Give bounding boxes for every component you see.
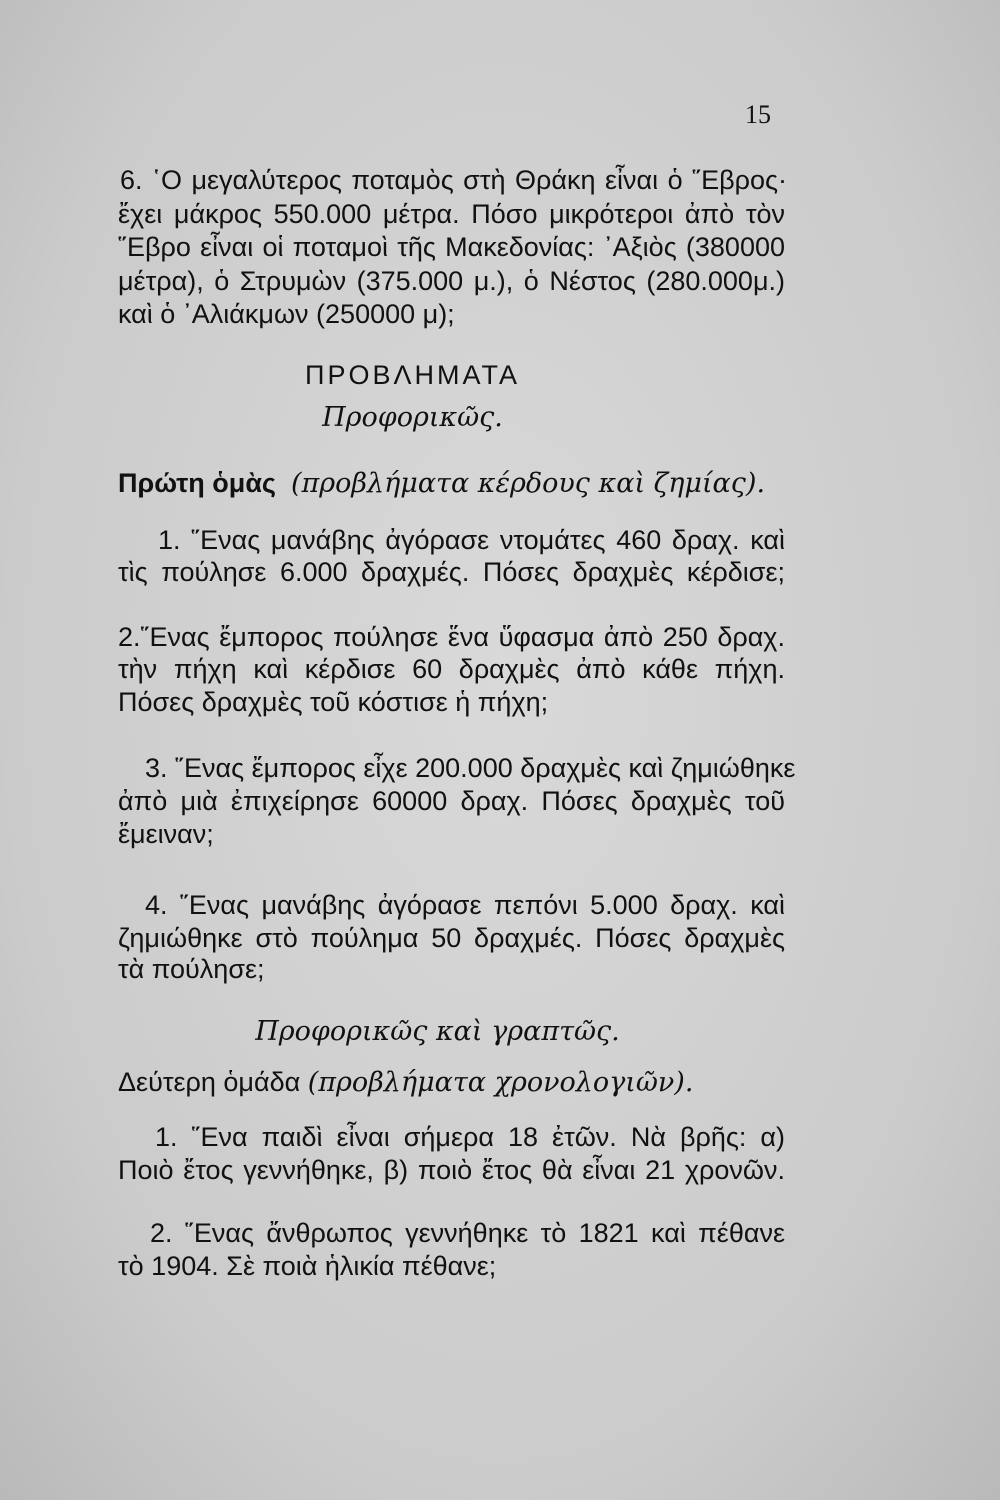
text-line: ἀπὸ μιὰ ἐπιχείρησε 60000 δραχ. Πόσες δραχμὲς τοῦ [118,786,785,816]
text-line: 2. ῞Ενας ἄνθρωπος γεννήθηκε τὸ 1821 καὶ πέθανε [150,1218,785,1248]
group-2-heading [118,1065,785,1099]
text-line: Πόσες δραχμὲς τοῦ κόστισε ἡ πήχη; [118,687,549,717]
text-line: 4. ῞Ενας μανάβης ἀγόρασε πεπόνι 5.000 δραχ. καὶ [145,890,785,920]
text-line: ἔμειναν; [118,819,214,849]
text-line: Ποιὸ ἔτος γεννήθηκε, β) ποιὸ ἔτος θὰ εἶναι 21 χρονῶν. [118,1155,785,1185]
text-line: καὶ ὁ ᾿Αλιάκμων (250000 μ); [118,299,455,329]
text-line: 6. ῾Ο μεγαλύτερος ποταμὸς στὴ Θράκη εἶναι ὁ ῞Εβρος· [120,165,787,195]
text-line: 1. ῞Ενας μανάβης ἀγόρασε ντομάτες 460 δραχ. καὶ [158,525,785,555]
text-line: τὴν πήχη καὶ κέρδισε 60 δραχμὲς ἀπὸ κάθε πήχη. [118,654,785,684]
group-1-heading [118,466,785,500]
text-line: ἔχει μάκρος 550.000 μέτρα. Πόσο μικρότεροι ἀπὸ τὸν [118,199,785,229]
text-line: 3. ῞Ενας ἔμπορος εἶχε 200.000 δραχμὲς καὶ ζημιώθηκε [145,753,796,783]
text-line: ῞Εβρο εἶναι οἱ ποταμοὶ τῆς Μακεδονίας: ᾿Αξιὸς (380000 [118,232,785,262]
text-line: τὰ πούλησε; [118,954,265,984]
subheading-oral-written: Προφορικῶς καὶ γραπτῶς. [255,1016,620,1047]
text-line: μέτρα), ὁ Στρυμὼν (375.000 μ.), ὁ Νέστος (280.000μ.) [118,266,785,296]
text-line: 2.῞Ενας ἔμπορος πούλησε ἕνα ὕφασμα ἀπὸ 250 δραχ. [118,622,785,652]
group-subtitle: (προβλήματα χρονολογιῶν). [307,1067,694,1098]
text-line: ζημιώθηκε στὸ πούλημα 50 δραχμές. Πόσες δραχμὲς [118,923,785,953]
group-title: Δεύτερη ὁμάδα [118,1067,301,1097]
group-subtitle: (προβλήματα κέρδους καὶ ζημίας). [290,468,766,499]
section-heading: ΠΡΟΒΛΗΜΑΤΑ [304,360,521,390]
group-title: Πρώτη ὁμὰς [118,468,276,498]
text-line: τὶς πούλησε 6.000 δραχμές. Πόσες δραχμὲς κέρδισε; [118,557,785,587]
subheading-oral: Προφορικῶς. [322,402,503,433]
page-number: 15 [745,100,771,129]
text-line: τὸ 1904. Σὲ ποιὰ ἡλικία πέθανε; [118,1251,497,1281]
text-line: 1. ῞Ενα παιδὶ εἶναι σήμερα 18 ἐτῶν. Νὰ βρῆς: α) [155,1122,785,1152]
